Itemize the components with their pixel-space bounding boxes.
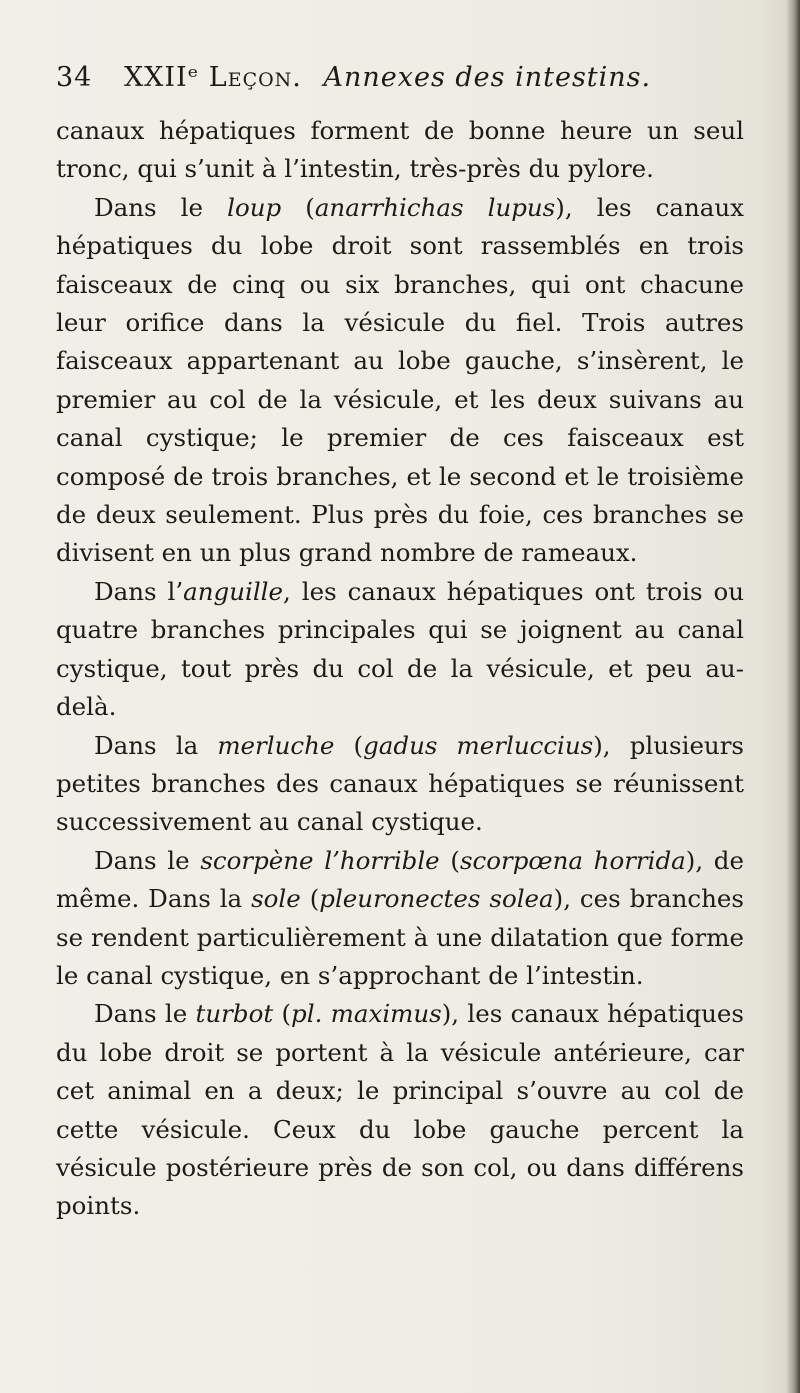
italic-term: scorpœna horrida [459,845,686,875]
italic-term: pleuronectes solea [319,884,554,914]
text-run: ( [439,845,460,875]
text-run: ), de même. Dans la [56,845,744,914]
text-run: ), ces branches se rendent particulièrement à une dilatation que forme le canal cystique, en s’approchant de l’intestin. [56,884,744,990]
text-run: ), plusieurs petites branches des canaux hépatiques se réunissent successivement au canal cystique. [56,730,745,837]
paragraph [56,573,744,727]
text-run: Dans le [94,845,201,875]
text-run: Dans la [94,730,218,760]
italic-term: loup [227,192,282,222]
page-number: 34 [56,62,93,93]
paragraph [56,727,744,842]
text-run: Dans l’ [94,576,184,606]
text-run: , les canaux hépatiques ont trois ou quatre branches principales qui se joignent au canal cystique, tout près du col de la vésicule, et peu au-delà. [56,576,744,722]
paragraph [56,995,744,1225]
paragraph [56,842,744,996]
italic-term: merluche [217,730,335,760]
text-run: ), les canaux hépatiques du lobe droit se portent à la vésicule antérieure, car cet animal en a deux; le principal s’ouvre au col de cette vésicule. Ceux du lobe gauche percent la vésicule postérieure près de son col, ou dans différens points. [56,999,744,1221]
running-head [56,62,756,93]
text-run: canaux hépatiques forment de bonne heure un seul tronc, qui s’unit à l’intestin, très-près du pylore. [56,116,744,184]
text-run: ( [273,999,292,1029]
paragraph [56,189,744,573]
text-run: Dans le [94,999,196,1029]
italic-term: sole [251,884,301,914]
text-run: Dans le [94,192,228,222]
body-text [56,112,744,1226]
paragraph [56,112,744,189]
chapter-topic: Annexes des intestins. [323,62,652,93]
italic-term: scorpène l’horrible [200,845,440,875]
text-run: ), les canaux hépatiques du lobe droit sont rassemblés en trois faisceaux de cinq ou six branches, qui ont chacune leur orifice dans la vésicule du fiel. Trois autres faisceaux appartenant au lobe gauche, s’insèrent, le premier au col de la vésicule, et les deux suivans au canal cystique; le premier de ces faisceaux est composé de trois branches, et le second et le troisième de deux seulement. Plus près du foie, ces branches se divisent en un plus grand nombre de rameaux. [56,192,744,568]
italic-term: gadus merluccius [363,730,594,760]
text-run: ( [281,192,315,222]
italic-term: anguille [183,576,284,606]
text-run: ( [300,884,320,914]
italic-term: turbot [195,999,274,1029]
lecture-title: XXIIᵉ Leçon. [123,62,302,93]
page-edge-shadow [786,0,800,1393]
italic-term: anarrhichas lupus [314,192,556,222]
italic-term: pl. maximus [291,999,442,1029]
text-run: ( [334,730,364,760]
